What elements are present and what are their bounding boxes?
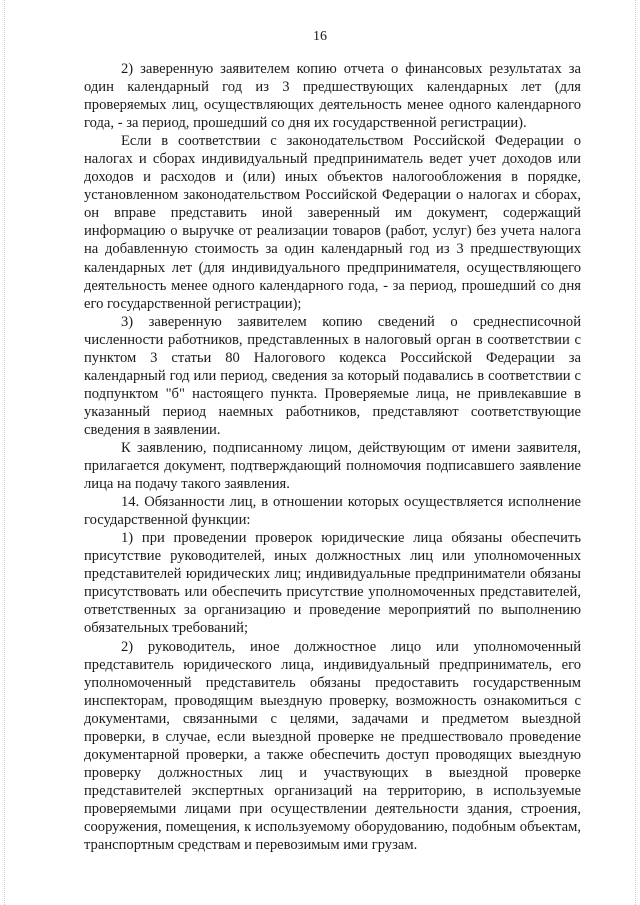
scan-edge-right	[635, 0, 636, 905]
page-number: 16	[313, 29, 327, 44]
paragraph-authority-document: К заявлению, подписанному лицом, действующим от имени заявителя, прилагается документ, подтверждающий полномочия подписавшего заявление лица на подачу такого заявления.	[84, 439, 581, 493]
paragraph-employee-count: 3) заверенную заявителем копию сведений о среднесписочной численности работников, представленных в налоговый орган в соответствии с пунктом 3 статьи 80 Налогового кодекса Российской Федерации за календарный год или период, сведения за который подавались в соответствии с подпунктом "б" настоящего пункта. Проверяемые лица, не привлекавшие в указанный период наемных работников, представляют соответствующие сведения в заявлении.	[84, 313, 581, 438]
paragraph-obligation-presence: 1) при проведении проверок юридические лица обязаны обеспечить присутствие руководителей, иных должностных лиц или уполномоченных представителей юридических лиц; индивидуальные предприниматели обязаны присутствовать или обеспечить присутствие уполномоченных представителей, ответственных за организацию и проведение мероприятий по выполнению обязательных требований;	[84, 530, 581, 637]
paragraph-entrepreneur-document: Если в соответствии с законодательством Российской Федерации о налогах и сборах индивидуальный предприниматель ведет учет доходов или доходов и расходов и (или) иных объектов налогообложения в порядке, установленном законодательством Российской Федерации о налогах и сборах, он вправе представить иной заверенный им документ, содержащий информацию о выручке от реализации товаров (работ, услуг) без учета налога на добавленную стоимость за один календарный год из 3 предшествующих календарных лет (для индивидуального предпринимателя, осуществляющего деятельность менее одного календарного года, - за период, прошедший со дня его государственной регистрации);	[84, 133, 581, 312]
paragraph-obligation-access: 2) руководитель, иное должностное лицо или уполномоченный представитель юридического лица, индивидуальный предприниматель, его уполномоченный представитель обязаны предоставить государственным инспекторам, проводящим выездную проверку, возможность ознакомиться с документами, связанными с целями, задачами и предметом выездной проверки, в случае, если выездной проверке не предшествовало проведение документарной проверки, а также обеспечить доступ проводящих выездную проверку должностных лиц и участвующих в выездной проверке представителей экспертных организаций на территорию, в используемые проверяемыми лицами при осуществлении деятельности здания, строения, сооружения, помещения, к используемому оборудованию, подобным объектам, транспортным средствам и перевозимым ими грузам.	[84, 638, 581, 854]
paragraph-obligations-heading: 14. Обязанности лиц, в отношении которых осуществляется исполнение государственной функции:	[84, 494, 581, 529]
document-body	[84, 60, 581, 854]
paragraph-report-copy: 2) заверенную заявителем копию отчета о финансовых результатах за один календарный год из 3 предшествующих календарных лет (для проверяемых лиц, осуществляющих деятельность менее одного календарного года, - за период, прошедший со дня их государственной регистрации).	[84, 61, 581, 132]
scan-edge-left	[4, 0, 5, 905]
